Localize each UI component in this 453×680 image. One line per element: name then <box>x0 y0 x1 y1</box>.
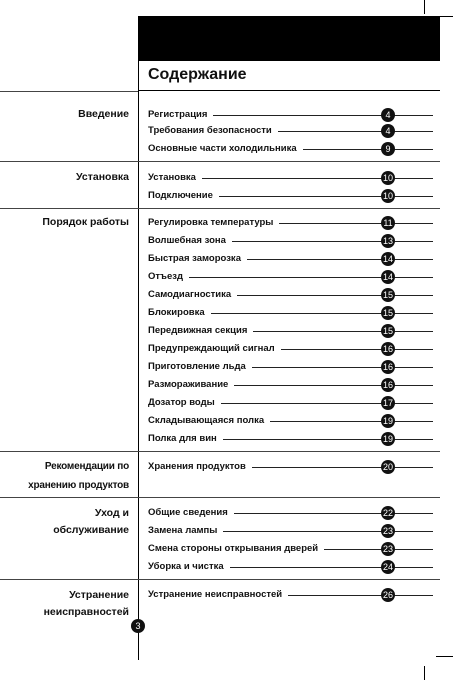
page-number-badge: 17 <box>382 398 393 408</box>
page-number-badge: 23 <box>382 544 393 554</box>
page-number-badge: 23 <box>382 526 393 536</box>
toc-entry[interactable] <box>148 506 433 520</box>
toc-entry[interactable] <box>148 189 433 203</box>
page-number-badge: 24 <box>382 562 393 572</box>
crop-mark <box>424 0 425 14</box>
toc-entry[interactable] <box>148 542 433 556</box>
toc-entry[interactable] <box>148 142 433 156</box>
toc-entry-title: Установка <box>148 171 202 185</box>
section-divider <box>0 208 440 209</box>
title-rule <box>139 90 440 91</box>
toc-entry-title: Основные части холодильника <box>148 142 303 156</box>
page-number-badge: 13 <box>382 236 393 246</box>
crop-mark <box>436 656 453 657</box>
page-number-badge: 11 <box>381 216 395 230</box>
crop-mark <box>440 16 453 17</box>
toc-entry-title: Смена стороны открывания дверей <box>148 542 324 556</box>
left-column-rule <box>138 60 139 660</box>
toc-entry[interactable] <box>148 560 433 574</box>
section-label-storage-line-2: хранению продуктов <box>28 480 129 491</box>
page-number-badge: 16 <box>382 380 393 390</box>
toc-entry[interactable] <box>148 288 433 302</box>
toc-entry[interactable] <box>148 360 433 374</box>
page-number-badge: 4 <box>381 108 395 122</box>
toc-entry-title: Полка для вин <box>148 432 223 446</box>
toc-entry-title: Складывающаяся полка <box>148 414 270 428</box>
section-label-operation: Порядок работы <box>42 216 129 228</box>
section-divider <box>0 579 440 580</box>
toc-entry-title: Волшебная зона <box>148 234 232 248</box>
toc-entry-title: Отъезд <box>148 270 189 284</box>
page-number-badge: 14 <box>382 272 393 282</box>
page-number-badge: 20 <box>382 462 393 472</box>
toc-entry-title: Самодиагностика <box>148 288 237 302</box>
section-label-care-line-1: Уход и <box>94 507 129 519</box>
page-number-badge: 10 <box>382 173 393 183</box>
toc-entry[interactable] <box>148 270 433 284</box>
crop-mark <box>424 666 425 680</box>
page-number-badge: 26 <box>382 590 393 600</box>
toc-entry-title: Дозатор воды <box>148 396 221 410</box>
toc-entry-title: Регулировка температуры <box>148 216 279 230</box>
toc-entry[interactable] <box>148 342 433 356</box>
toc-entry-title: Общие сведения <box>148 506 234 520</box>
page-number-badge: 19 <box>382 416 393 426</box>
toc-entry[interactable] <box>148 234 433 248</box>
toc-entry-title: Передвижная секция <box>148 324 253 338</box>
page-number-badge: 4 <box>381 124 395 138</box>
page-number-badge: 9 <box>381 142 395 156</box>
toc-entry[interactable] <box>148 124 433 138</box>
toc-entry[interactable] <box>148 171 433 185</box>
toc-entry-title: Замена лампы <box>148 524 223 538</box>
section-label-introduction: Введение <box>78 108 129 120</box>
section-label-troubleshooting-line-1: Устранение <box>69 589 129 601</box>
page-number: 3 <box>131 619 145 633</box>
toc-entry[interactable] <box>148 216 433 230</box>
section-label-storage-line-1: Рекомендации по <box>44 461 129 472</box>
section-divider <box>0 451 440 452</box>
toc-entry-title: Блокировка <box>148 306 211 320</box>
section-label-troubleshooting-line-2: неисправностей <box>43 606 129 618</box>
page-number-badge: 19 <box>382 434 393 444</box>
toc-entry-title: Предупреждающий сигнал <box>148 342 281 356</box>
toc-entry[interactable] <box>148 460 433 474</box>
page-number-badge: 10 <box>382 191 393 201</box>
toc-entry-title: Регистрация <box>148 108 213 122</box>
section-divider <box>0 161 440 162</box>
toc-entry[interactable] <box>148 414 433 428</box>
section-label-installation: Установка <box>76 171 129 183</box>
toc-entry-title: Быстрая заморозка <box>148 252 247 266</box>
toc-entry-title: Требования безопасности <box>148 124 278 138</box>
toc-entry-title: Приготовление льда <box>148 360 252 374</box>
toc-entry[interactable] <box>148 306 433 320</box>
toc-entry-title: Размораживание <box>148 378 234 392</box>
page-number-badge: 15 <box>382 290 393 300</box>
page-number-badge: 16 <box>382 344 393 354</box>
toc-entry[interactable] <box>148 108 433 122</box>
section-divider <box>0 91 138 92</box>
page-number-badge: 15 <box>382 308 393 318</box>
toc-entry[interactable] <box>148 432 433 446</box>
toc-entry[interactable] <box>148 524 433 538</box>
section-label-care-line-2: обслуживание <box>53 524 129 536</box>
page-number-badge: 16 <box>382 362 393 372</box>
section-divider <box>0 497 440 498</box>
toc-entry-title: Устранение неисправностей <box>148 588 288 602</box>
toc-entry[interactable] <box>148 252 433 266</box>
page-title: Содержание <box>148 66 247 83</box>
toc-entry[interactable] <box>148 324 433 338</box>
toc-entry-title: Уборка и чистка <box>148 560 230 574</box>
toc-entry[interactable] <box>148 396 433 410</box>
page-number-badge: 15 <box>382 326 393 336</box>
toc-entry[interactable] <box>148 378 433 392</box>
page-number-badge: 22 <box>382 508 393 518</box>
header-block <box>138 16 440 61</box>
page-number-badge: 14 <box>382 254 393 264</box>
toc-entry-title: Хранения продуктов <box>148 460 252 474</box>
toc-entry[interactable] <box>148 588 433 602</box>
toc-entry-title: Подключение <box>148 189 219 203</box>
